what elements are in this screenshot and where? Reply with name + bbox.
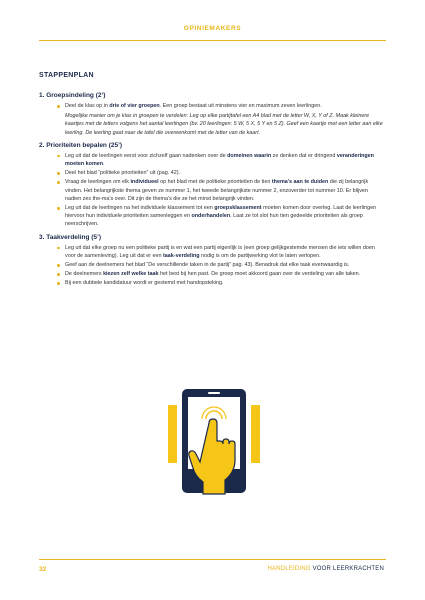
hand-tapping-phone-icon bbox=[168, 385, 260, 495]
page-number: 32 bbox=[39, 566, 47, 573]
step-3-title: 3. Taakverdeling (5’) bbox=[39, 233, 102, 241]
list-item: Leg uit dat de leerlingen na het individuele klassement tot een groepsklassement moeten komen door overleg. Laat de leerlingen hiervoor hun individuele prioriteiten samenleggen en onderhandelen. Laat ze tot slot hun tien gedeelde prioriteiten als groep neerschrijven. bbox=[65, 204, 384, 229]
section-title: STAPPENPLAN bbox=[39, 72, 94, 79]
step-3 bbox=[39, 234, 384, 288]
step-1-note: Mogelijke manier om je klas in groepen te verdelen: Leg op elke partijtafel een A4 blad met de letter W, X, Y of Z. Maak kleinere kaartjes met de letters volgens het aantal leerlingen (bv. 20 leerlingen: 5 W, 5 X, 5 Y en 5 Z). Geef een kaartje met een letter aan elke leerling. De leerling gaat naar de tafel die overeenkomt met de letter van de kaart. bbox=[65, 113, 383, 136]
list-item: Leg uit dat elke groep nu een politieke partij is en wat een partij eigenlijk is (een groep gelijkgestemde mensen die iets willen doen voor de samenleving). Leg uit dat er een taak-verdeling nodig is om de partijwerking vlot te laten verlopen. bbox=[65, 244, 384, 260]
bottom-divider bbox=[39, 559, 386, 560]
step-2-title: 2. Prioriteiten bepalen (25’) bbox=[39, 141, 123, 149]
main-content bbox=[39, 72, 384, 293]
list-item: Deel het blad “politieke prioriteiten” uit (pag. 42). bbox=[65, 169, 384, 177]
step-2-list bbox=[39, 152, 384, 229]
footer-title: HANDLEIDING VOOR LEERKRACHTEN bbox=[267, 566, 384, 572]
step-3-list bbox=[39, 244, 384, 288]
step-1-list bbox=[39, 102, 384, 110]
top-divider bbox=[39, 40, 386, 41]
list-item: Geef aan de deelnemers het blad “De verschillende taken in de partij” pag. 43). Benadruk dat elke taak evenwaardig is. bbox=[65, 261, 384, 269]
list-item: Deel de klas op in drie of vier groepen. Een groep bestaat uit minstens vier en maximum zeven leerlingen. bbox=[65, 102, 384, 110]
list-item: Leg uit dat de leerlingen eerst voor zichzelf gaan nadenken over de domeinen waarin ze denken dat er dringend veranderingen moeten komen. bbox=[65, 152, 384, 168]
step-1 bbox=[39, 92, 384, 137]
header-label: OPINIEMAKERS bbox=[183, 25, 242, 32]
step-2 bbox=[39, 142, 384, 229]
list-item: Vraag de leerlingen om elk individueel op het blad met de politieke prioriteiten de tien thema’s aan te duiden die zij belangrijk vinden. Het belangrijkste thema geven ze nummer 1, het tweede belangrijkste nummer 2, enzoverder tot nummer 10. Er blijven nadien zes the-ma’s over. Dit zijn de thema’s die ze het minst belangrijk vinden. bbox=[65, 178, 384, 203]
list-item: De deelnemers kiezen zelf welke taak het best bij hen past. De groep moet akkoord gaan over de verdeling van alle taken. bbox=[65, 270, 384, 278]
list-item: Bij een dubbele kandidatuur wordt er gestemd met handopsteking. bbox=[65, 279, 384, 287]
step-1-title: 1. Groepsindeling (2’) bbox=[39, 92, 106, 99]
